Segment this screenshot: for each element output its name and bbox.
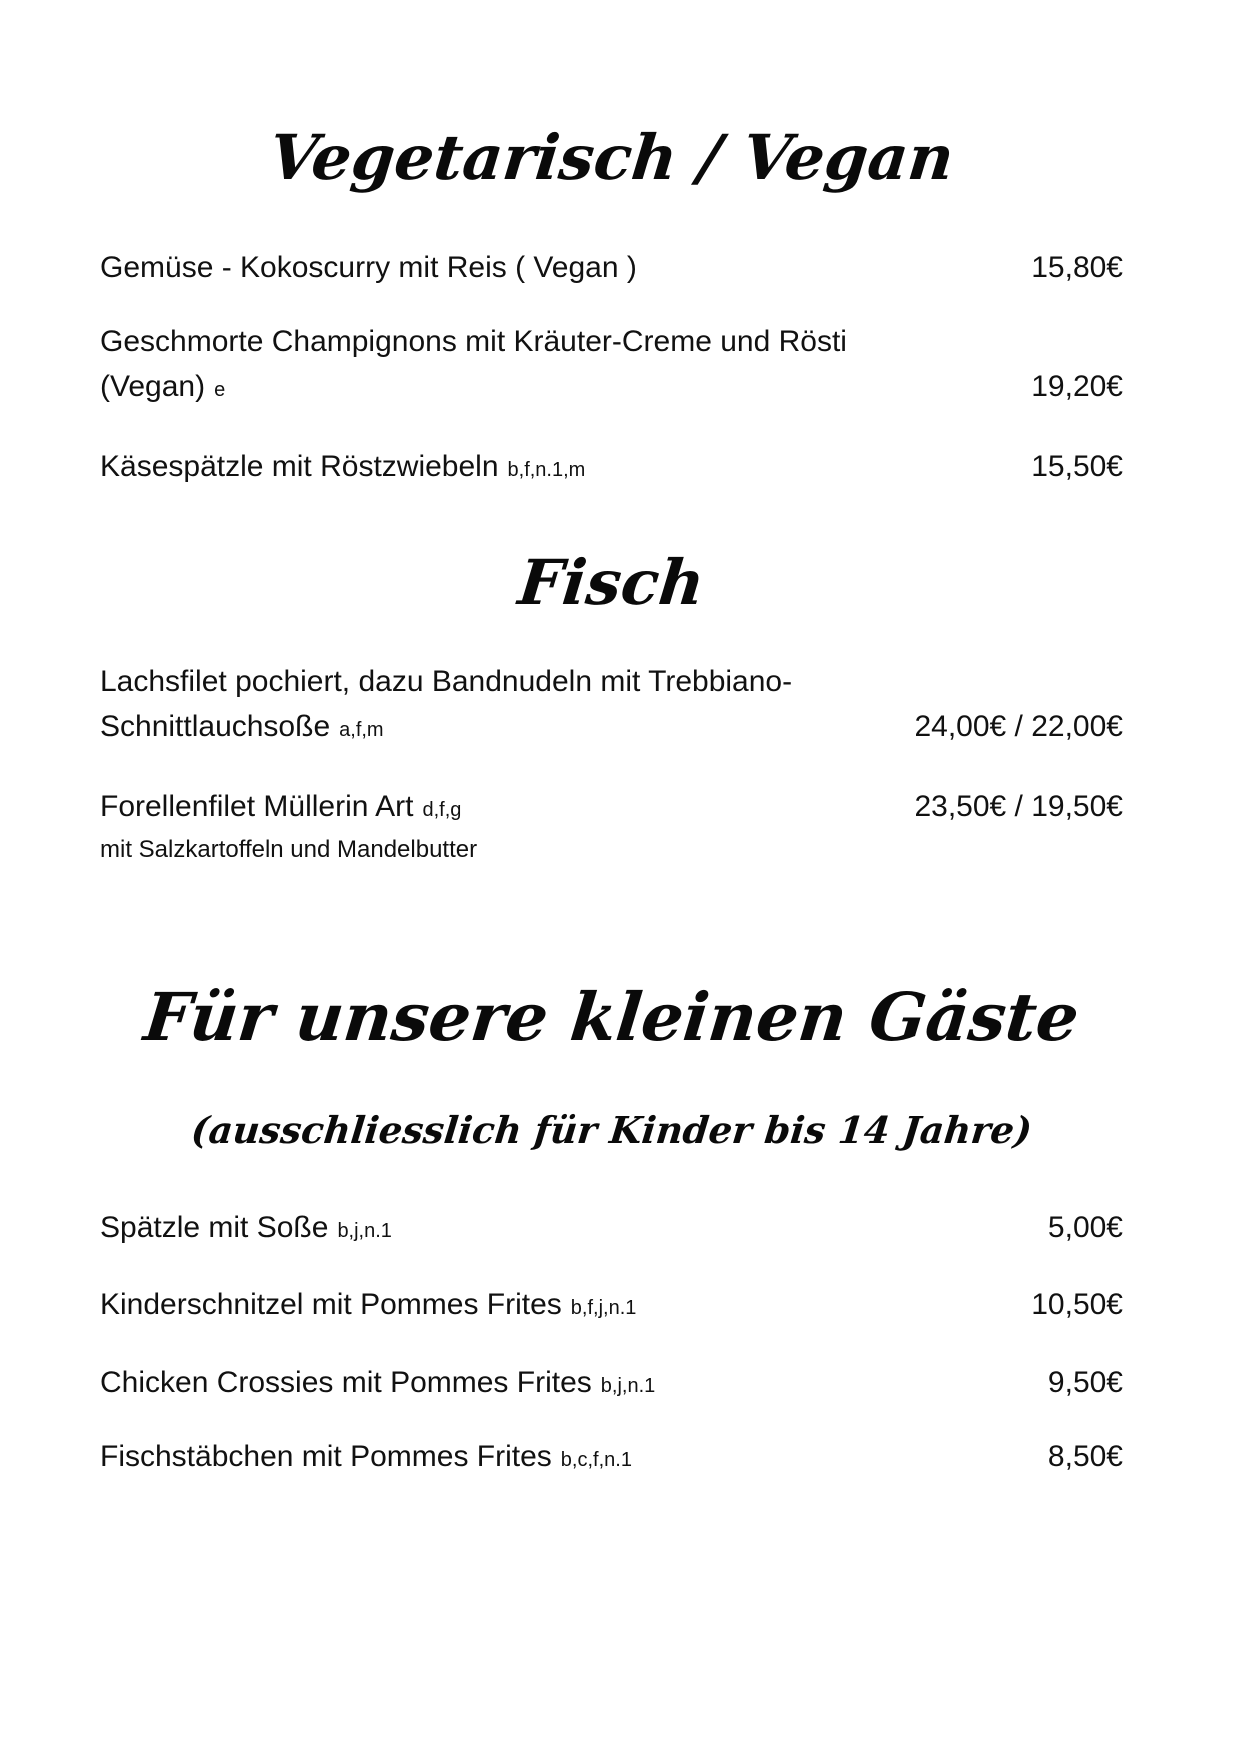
item-price: 9,50€ — [1047, 1365, 1123, 1399]
section-vegetarisch-vegan — [100, 118, 1123, 493]
allergen-codes: a,f,m — [339, 719, 384, 742]
allergen-codes: b,f,n.1,m — [507, 458, 586, 481]
item-price: 5,00€ — [1047, 1210, 1123, 1244]
section-title-kinder: Für unsere kleinen Gäste — [140, 978, 1083, 1057]
section-subtitle-kinder: (ausschliesslich für Kinder bis 14 Jahre) — [189, 1107, 1035, 1152]
item-name: Chicken Crossies mit Pommes Frites — [100, 1365, 592, 1399]
item-price: 19,20€ — [1031, 369, 1123, 403]
item-price: 10,50€ — [1031, 1287, 1123, 1321]
menu-item-fischstaebchen — [100, 1434, 1123, 1483]
section-fisch — [100, 543, 1123, 868]
item-description: mit Salzkartoffeln und Mandelbutter — [100, 836, 478, 864]
item-name: Käsespätzle mit Röstzwiebeln — [100, 449, 499, 483]
menu-item-spaetzle-sosse — [100, 1205, 1123, 1254]
menu-item-geschmorte-champignons — [100, 319, 1123, 413]
section-kinder — [100, 975, 1123, 1483]
item-name-line2: (Vegan) — [100, 369, 206, 403]
allergen-codes: e — [214, 378, 226, 401]
menu-item-forellenfilet — [100, 784, 1123, 867]
item-name: Spätzle mit Soße — [100, 1210, 329, 1244]
item-name: Forellenfilet Müllerin Art — [100, 790, 414, 824]
item-name: Kinderschnitzel mit Pommes Frites — [100, 1287, 562, 1321]
item-price: 8,50€ — [1047, 1439, 1123, 1473]
item-name-line2: Schnittlauchsoße — [100, 710, 331, 744]
allergen-codes: b,c,f,n.1 — [560, 1448, 632, 1471]
item-name: Fischstäbchen mit Pommes Frites — [100, 1439, 552, 1473]
section-title-vegetarisch-vegan: Vegetarisch / Vegan — [265, 121, 958, 194]
item-price: 24,00€ / 22,00€ — [914, 710, 1123, 744]
item-price: 15,50€ — [1031, 449, 1123, 483]
item-price: 15,80€ — [1031, 250, 1123, 284]
allergen-codes: b,j,n.1 — [600, 1374, 656, 1397]
menu-item-chicken-crossies — [100, 1360, 1123, 1409]
menu-item-kaesespaetzle — [100, 444, 1123, 493]
item-name: Gemüse - Kokoscurry mit Reis ( Vegan ) — [100, 250, 637, 284]
menu-content — [0, 118, 1240, 1483]
menu-item-gemuese-kokoscurry — [100, 245, 1123, 290]
item-name-line1: Geschmorte Champignons mit Kräuter-Creme und Rösti — [100, 324, 847, 358]
item-price: 23,50€ / 19,50€ — [914, 790, 1123, 824]
menu-item-kinderschnitzel — [100, 1282, 1123, 1331]
section-title-fisch: Fisch — [515, 545, 709, 619]
allergen-codes: d,f,g — [422, 799, 462, 822]
menu-item-lachsfilet — [100, 659, 1123, 753]
allergen-codes: b,f,j,n.1 — [570, 1296, 637, 1319]
item-name-line1: Lachsfilet pochiert, dazu Bandnudeln mit Trebbiano- — [100, 665, 793, 699]
allergen-codes: b,j,n.1 — [337, 1219, 392, 1242]
